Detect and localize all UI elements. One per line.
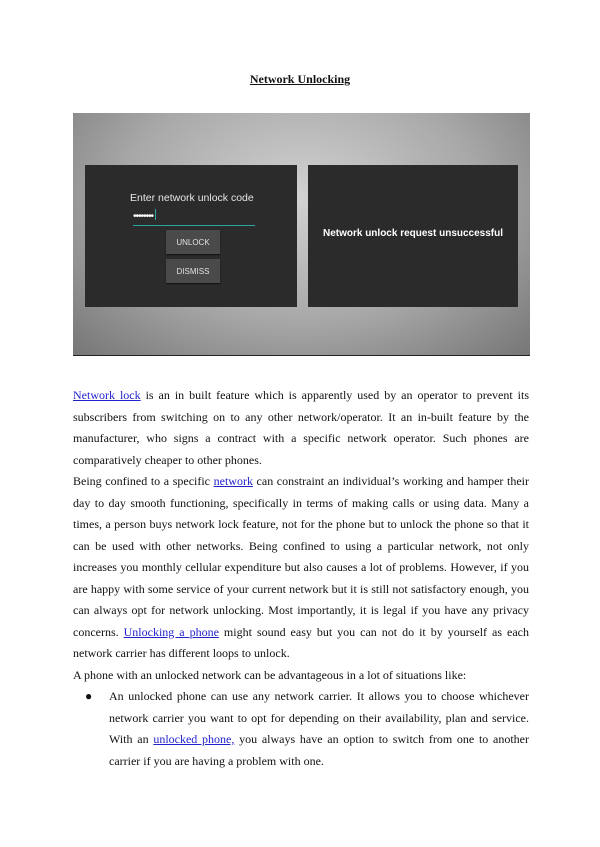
paragraph-confined: Being confined to a specific network can constraint an individual’s working and hamper their day to day smooth functioning, specifically in terms of making calls or using data. Many a times, a person buys network lock feature, not for the phone but to unlock the phone so that it can be used with other networks. Being confined to using a particular network, not only increases you monthly cellular expenditure but also causes a lot of problems. However, if you are happy with some service of your current network but it is still not satisfactory enough, you can always opt for network unlocking. Most importantly, it is legal if you have any privacy concerns. Unlocking a phone might sound easy but you can not do it by yourself as each network carrier has different loops to unlock. (73, 474, 530, 660)
dismiss-button: DISMISS (166, 259, 220, 283)
bullet-icon: ● (85, 689, 93, 703)
masked-code: •••••••• (133, 211, 154, 222)
unlock-button: UNLOCK (166, 230, 220, 254)
article-body (73, 385, 529, 772)
unlock-result-message: Network unlock request unsuccessful (322, 228, 504, 239)
page-title: Network Unlocking (249, 72, 351, 86)
list-item: ● An unlocked phone can use any network carrier. It allows you to choose whichever network carrier you want to opt for depending on their availability, plan and service. With an unlocked phone, you always have an option to switch from one to another carrier if you are having a problem with one. (73, 686, 529, 772)
unlock-code-dialog (85, 165, 297, 307)
advantages-list (73, 686, 529, 772)
image-divider (73, 355, 530, 356)
text-caret (155, 209, 156, 220)
paragraph-network-lock: Network lock is an in built feature which is apparently used by an operator to prevent its subscribers from switching on to any other network/operator. It an in-built feature by the manufacturer, who signs a contract with a specific network operator. Such phones are comparatively cheaper to other phones. (73, 388, 529, 467)
unlock-prompt: Enter network unlock code (130, 192, 254, 204)
unlocking-a-phone-link[interactable]: Unlocking a phone (123, 624, 219, 639)
network-lock-link[interactable]: Network lock (73, 388, 141, 402)
unlock-result-dialog (308, 165, 518, 307)
unlocked-phone-link[interactable]: unlocked phone, (153, 732, 235, 746)
paragraph-advantages: A phone with an unlocked network can be advantageous in a lot of situations like: (73, 667, 467, 682)
hero-image (73, 113, 530, 355)
unlock-code-input (133, 209, 255, 226)
network-link[interactable]: network (213, 474, 253, 488)
